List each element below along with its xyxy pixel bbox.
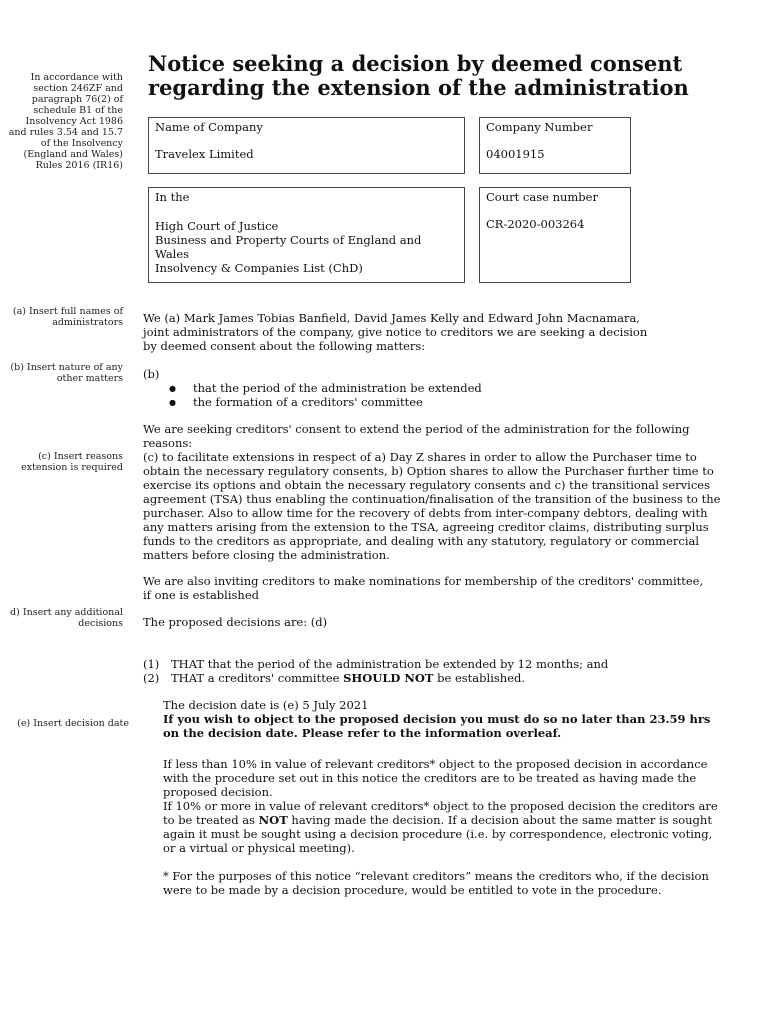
relevant-creditors-footnote: * For the purposes of this notice “relevant creditors” means the creditors who, if the decision were to be made by a decision procedure, would be entitled to vote in the procedure. [163, 869, 709, 897]
matters-marker: (b) [143, 367, 160, 381]
more-than-10-tail: having made the decision. If a decision about the same matter is sought again it must be sought using a decision procedure (i.e. by correspondence, electronic voting, or a virtual or physical meeting). [163, 813, 713, 855]
company-number-box [479, 117, 631, 174]
margin-note-a: (a) Insert full names of administrators [12, 306, 123, 328]
decision-item [143, 671, 723, 685]
decision-text: THAT that the period of the administration be extended by 12 months; and [171, 657, 609, 671]
margin-note-e: (e) Insert decision date [17, 718, 129, 729]
case-number-label: Court case number [486, 190, 598, 204]
matters-list [143, 381, 723, 409]
margin-note-d: d) Insert any additional decisions [10, 607, 123, 629]
statute-margin-note: In accordance with section 246ZF and paragraph 76(2) of schedule B1 of the Insolvency Act 1986 and rules 3.54 and 15.7 of the Insolvency (England and Wales) Rules 2016 (IR16) [8, 72, 123, 171]
not-emphasis: NOT [258, 813, 288, 827]
court-line-3: Insolvency & Companies List (ChD) [155, 261, 363, 275]
matters-section [143, 367, 723, 409]
more-than-10-paragraph [163, 799, 723, 855]
reasons-heading: We are seeking creditors' consent to extend the period of the administration for the following reasons: [143, 422, 690, 450]
decisions-list [143, 657, 723, 685]
company-number-label: Company Number [486, 120, 593, 134]
court-line-2: Business and Property Courts of England and Wales [155, 233, 422, 261]
margin-note-b: (b) Insert nature of any other matters [10, 362, 123, 384]
matter-item: ● the formation of a creditors' committee [143, 395, 723, 409]
company-name-label: Name of Company [155, 120, 263, 134]
court-in-label: In the [155, 190, 190, 204]
company-number-value: 04001915 [486, 147, 545, 161]
decision-date: The decision date is (e) 5 July 2021 [163, 698, 369, 712]
page-title: Notice seeking a decision by deemed consent regarding the extension of the administration [148, 51, 689, 100]
court-line-1: High Court of Justice [155, 219, 279, 233]
committee-invite: We are also inviting creditors to make nominations for membership of the creditors' committee, if one is established [143, 574, 704, 602]
decision-text: THAT a creditors' committee [171, 671, 344, 685]
case-number-box [479, 187, 631, 283]
reasons-body: (c) to facilitate extensions in respect of a) Day Z shares in order to allow the Purchaser time to obtain the necessary regulatory consents, b) Option shares to allow the Purchaser further time to exercise its options and obtain the necessary regulatory consents and c) the transitional services agreement (TSA) thus enabling the continuation/finalisation of the transition of the business to the purchaser. Also to allow time for the recovery of debts from inter-company debtors, dealing with any matters arising from the extension to the TSA, agreeing creditor claims, distributing surplus funds to the creditors as appropriate, and dealing with any statutory, regulatory or commercial matters before closing the administration. [143, 450, 721, 562]
decision-number: (1) [143, 657, 160, 671]
intro-paragraph: We (a) Mark James Tobias Banfield, David James Kelly and Edward John Macnamara, joint administrators of the company, give notice to creditors we are seeking a decision by deemed consent about the following matters: [143, 311, 648, 353]
court-box [148, 187, 465, 283]
margin-note-c: (c) Insert reasons extension is required [21, 451, 123, 473]
case-number-value: CR-2020-003264 [486, 217, 585, 231]
threshold-section [163, 757, 723, 897]
decision-number: (2) [143, 671, 160, 685]
proposed-decisions-heading: The proposed decisions are: (d) [143, 615, 328, 629]
matter-item: ● that the period of the administration be extended [143, 381, 723, 395]
company-name-value: Travelex Limited [155, 147, 254, 161]
decision-text-tail: be established. [433, 671, 526, 685]
objection-notice: If you wish to object to the proposed decision you must do so no later than 23.59 hrs on the decision date. Please refer to the information overleaf. [163, 712, 711, 740]
company-name-box [148, 117, 465, 174]
more-than-10-text: If 10% or more in value of relevant creditors* object to the proposed decision the creditors are to be treated as [163, 799, 718, 827]
reasons-section [143, 422, 721, 562]
decision-date-section [163, 698, 723, 740]
less-than-10-paragraph: If less than 10% in value of relevant creditors* object to the proposed decision in accordance with the procedure set out in this notice the creditors are to be treated as having made the proposed decision. [163, 757, 708, 799]
decision-emphasis: SHOULD NOT [343, 671, 434, 685]
decision-item [143, 657, 723, 671]
